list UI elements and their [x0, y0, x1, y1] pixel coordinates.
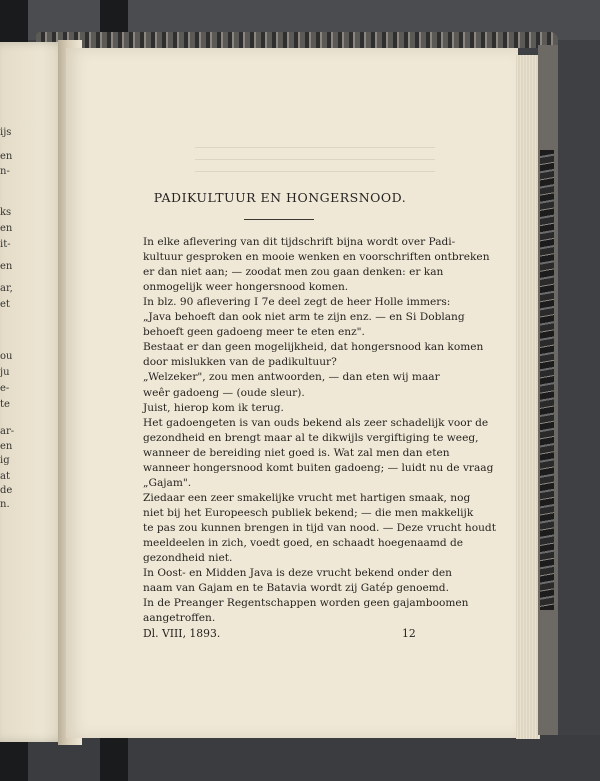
- article-title: PADIKULTUUR EN HONGERSNOOD.: [153, 190, 407, 205]
- left-page-fragment: ju: [0, 367, 10, 378]
- text-line: behoeft geen gadoeng meer te eten enz".: [143, 326, 365, 339]
- left-page-fragment: ijs: [0, 127, 12, 138]
- left-page-fragment: de: [0, 485, 13, 496]
- text-line: door mislukken van de padikultuur?: [143, 356, 337, 369]
- page-stack-edge: [516, 55, 540, 739]
- left-page-fragment: at: [0, 471, 10, 482]
- text-line: In Oost- en Midden Java is deze vrucht bekend onder den: [143, 567, 453, 580]
- background-bottom: [0, 735, 600, 781]
- text-line: naam van Gajam en te Batavia wordt zij Gatép genoemd.: [143, 582, 449, 595]
- text-line: te pas zou kunnen brengen in tijd van nood. — Deze vrucht houdt: [143, 521, 496, 534]
- left-page-fragment: e-: [0, 383, 10, 394]
- text-line: kultuur gesproken en mooie wenken en voorschriften ontbreken: [143, 251, 490, 264]
- left-page-fragment: n.: [0, 499, 10, 510]
- left-page-fragment: ig: [0, 455, 10, 466]
- page-number: 12: [402, 627, 416, 641]
- left-page-fragment: it-: [0, 239, 11, 250]
- text-line: gezondheid en brengt maar al te dikwijls vergiftiging te weeg,: [143, 431, 479, 444]
- left-page-fragment: te: [0, 399, 10, 410]
- left-page-fragment: ar,: [0, 283, 13, 294]
- left-page-fragment: et: [0, 299, 10, 310]
- text-line: meeldeelen in zich, voedt goed, en schaadt hoegenaamd de: [143, 537, 464, 549]
- text-line: „Welzeker", zou men antwoorden, — dan eten wij maar: [143, 371, 440, 384]
- title-rule: [244, 219, 314, 220]
- text-line: wanneer de bereiding niet goed is. Wat zal men dan eten: [143, 446, 450, 459]
- text-line: Het gadoengeten is van ouds bekend als zeer schadelijk voor de: [143, 416, 489, 429]
- left-page-fragment: ar-: [0, 426, 15, 437]
- left-page-fragment: en: [0, 151, 13, 162]
- text-line: „Gajam".: [143, 476, 192, 489]
- text-line: Bestaat er dan geen mogelijkheid, dat hongersnood kan komen: [143, 341, 484, 354]
- volume-footer: Dl. VIII, 1893.: [143, 627, 221, 641]
- text-line: niet bij het Europeesch publiek bekend; — die men makkelijk: [143, 506, 474, 519]
- text-line: In blz. 90 aflevering I 7e deel zegt de heer Holle immers:: [143, 296, 451, 309]
- text-line: gezondheid niet.: [143, 552, 233, 565]
- text-line: In elke aflevering van dit tijdschrift bijna wordt over Padi-: [143, 236, 456, 248]
- left-page-fragment: en: [0, 261, 13, 272]
- text-line: In de Preanger Regentschappen worden geen gajamboomen: [143, 597, 469, 610]
- text-line: „Java behoeft dan ook niet arm te zijn enz. — en Si Doblang: [143, 311, 465, 324]
- marbled-edge: [540, 150, 554, 610]
- text-line: onmogelijk weer hongersnood komen.: [143, 281, 349, 294]
- bleed-through: [195, 142, 435, 172]
- text-line: wanneer hongersnood komt buiten gadoeng; — luidt nu de vraag: [143, 461, 494, 474]
- text-line: aangetroffen.: [143, 612, 216, 625]
- left-page-fragment: en: [0, 223, 13, 234]
- left-page-fragment: n-: [0, 166, 10, 177]
- left-page-fragment: ks: [0, 207, 12, 218]
- book-top-edge: [36, 32, 558, 48]
- text-line: Ziedaar een zeer smakelijke vrucht met hartigen smaak, nog: [143, 491, 471, 504]
- left-page-fragment: ou: [0, 351, 13, 362]
- text-line: weêr gadoeng — (oude sleur).: [143, 386, 305, 399]
- text-line: er dan niet aan; — zoodat men zou gaan denken: er kan: [143, 266, 444, 279]
- left-page-fragment: en: [0, 441, 13, 452]
- text-line: Juist, hierop kom ik terug.: [143, 401, 284, 414]
